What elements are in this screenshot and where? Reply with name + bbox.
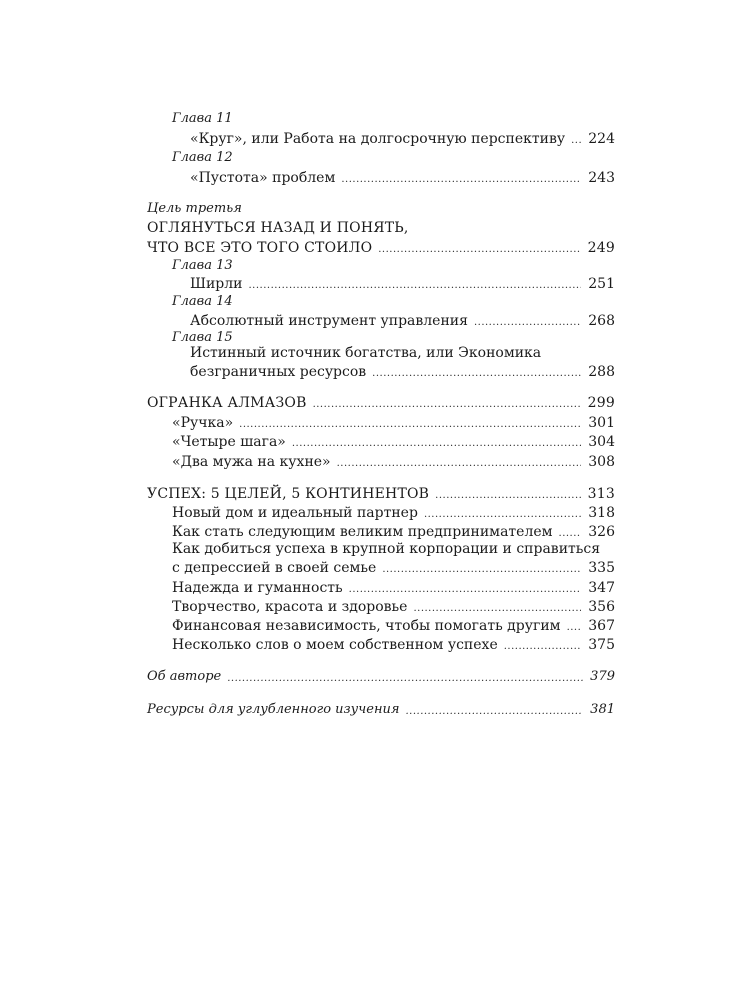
- dot-leader: [227, 671, 583, 687]
- entry-title: ЧТО ВСЕ ЭТО ТОГО СТОИЛО: [147, 240, 373, 256]
- toc-entry: [172, 432, 615, 452]
- toc-entry: [172, 503, 615, 523]
- entry-title-line: Истинный источник богатства, или Экономика: [190, 345, 542, 361]
- chapter-label: Глава 14: [172, 294, 233, 309]
- toc-entry: [147, 393, 615, 413]
- dot-leader: [249, 278, 582, 294]
- dot-leader: [372, 366, 581, 382]
- toc-entry: [147, 700, 615, 720]
- toc-entry: [190, 168, 615, 188]
- toc-entry: [172, 635, 615, 655]
- dot-leader: [567, 620, 582, 636]
- page-number: 304: [588, 434, 615, 450]
- toc-entry: [172, 578, 615, 598]
- toc-entry: [172, 452, 615, 472]
- entry-title: «Ручка»: [172, 415, 234, 431]
- dot-leader: [378, 242, 580, 258]
- dot-leader: [341, 172, 581, 188]
- page-number: 347: [588, 580, 615, 596]
- entry-title: «Круг», или Работа на долгосрочную перспективу: [190, 131, 566, 147]
- page-number: 318: [588, 505, 615, 521]
- page-number: 308: [588, 454, 615, 470]
- entry-title: безграничных ресурсов: [190, 364, 367, 380]
- dot-leader: [571, 133, 581, 149]
- page-number: 249: [587, 240, 615, 256]
- entry-title-line: Как добиться успеха в крупной корпорации и справиться: [172, 541, 601, 557]
- toc-entry: [172, 616, 615, 636]
- entry-title: УСПЕХ: 5 ЦЕЛЕЙ, 5 КОНТИНЕНТОВ: [147, 486, 430, 502]
- toc-entry: [190, 129, 615, 149]
- entry-title: «Два мужа на кухне»: [172, 454, 331, 470]
- part-title: ОГЛЯНУТЬСЯ НАЗАД И ПОНЯТЬ,: [147, 220, 409, 236]
- page-number: 356: [588, 599, 615, 615]
- entry-title: Надежда и гуманность: [172, 580, 343, 596]
- entry-title: Как стать следующим великим предпринимателем: [172, 524, 553, 540]
- toc-entry: [190, 362, 615, 382]
- toc-entry: [147, 484, 615, 504]
- page-number: 224: [588, 131, 615, 147]
- page-number: 335: [588, 560, 615, 576]
- entry-title: Абсолютный инструмент управления: [190, 313, 468, 329]
- dot-leader: [337, 456, 582, 472]
- chapter-label: Глава 15: [172, 330, 233, 345]
- entry-title: с депрессией в своей семье: [172, 560, 377, 576]
- page-number: 301: [588, 415, 615, 431]
- entry-title: ОГРАНКА АЛМАЗОВ: [147, 395, 307, 411]
- page-number: 243: [588, 170, 615, 186]
- page-number: 268: [588, 313, 615, 329]
- dot-leader: [349, 582, 582, 598]
- toc-entry: [172, 413, 615, 433]
- toc-entry: [190, 274, 615, 294]
- entry-title: Новый дом и идеальный партнер: [172, 505, 418, 521]
- chapter-label: Глава 11: [172, 111, 233, 126]
- page-number: 299: [587, 395, 615, 411]
- page-number: 313: [587, 486, 615, 502]
- chapter-label: Глава 13: [172, 258, 233, 273]
- page-number: 375: [588, 637, 615, 653]
- page-number: 326: [588, 524, 615, 540]
- page-number: 367: [588, 618, 615, 634]
- toc-entry: [172, 558, 615, 578]
- toc-entry: [190, 311, 615, 331]
- dot-leader: [292, 436, 581, 452]
- dot-leader: [313, 397, 581, 413]
- entry-title: Ресурсы для углубленного изучения: [147, 702, 400, 717]
- dot-leader: [424, 507, 581, 523]
- entry-title: Ширли: [190, 276, 243, 292]
- page-number: 251: [588, 276, 615, 292]
- entry-title: Несколько слов о моем собственном успехе: [172, 637, 498, 653]
- entry-title: «Пустота» проблем: [190, 170, 336, 186]
- entry-title: Творчество, красота и здоровье: [172, 599, 408, 615]
- dot-leader: [239, 417, 581, 433]
- dot-leader: [413, 601, 581, 617]
- page-number: 379: [590, 669, 615, 684]
- entry-title: Об авторе: [147, 669, 222, 684]
- dot-leader: [382, 562, 581, 578]
- toc-entry: [147, 238, 615, 258]
- toc-entry: [172, 597, 615, 617]
- entry-title: Финансовая независимость, чтобы помогать другим: [172, 618, 561, 634]
- page-number: 288: [588, 364, 615, 380]
- toc-entry: [147, 667, 615, 687]
- dot-leader: [435, 488, 581, 504]
- dot-leader: [474, 315, 581, 331]
- part-label: Цель третья: [147, 201, 242, 216]
- entry-title: «Четыре шага»: [172, 434, 286, 450]
- dot-leader: [405, 704, 583, 720]
- page-number: 381: [590, 702, 615, 717]
- chapter-label: Глава 12: [172, 150, 233, 165]
- dot-leader: [504, 639, 582, 655]
